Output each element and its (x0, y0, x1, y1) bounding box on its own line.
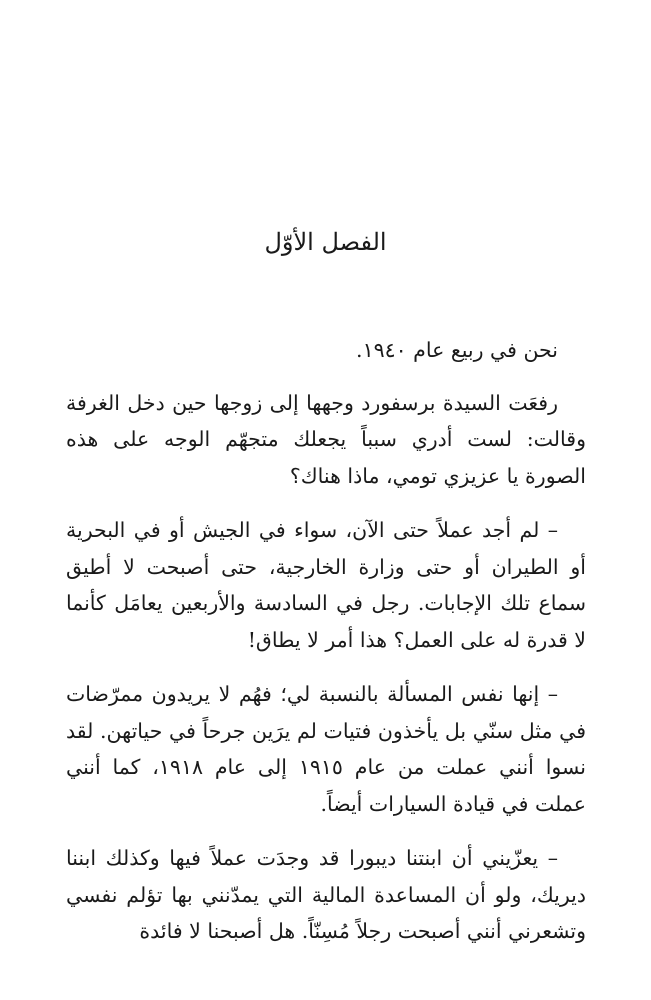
paragraph: – لم أجد عملاً حتى الآن، سواء في الجيش أو في البحرية أو الطيران أو حتى وزارة الخارجية، حتى أصبحت لا أطيق سماع تلك الإجابات. رجل في السادسة والأربعين يعامَل كأنما لا قدرة له على العمل؟ هذا أمر لا يطاق! (66, 518, 586, 652)
chapter-title: الفصل الأوّل (264, 228, 387, 256)
paragraph: رفعَت السيدة برسفورد وجهها إلى زوجها حين دخل الغرفة وقالت: لست أدري سبباً يجعلك متجهّم الوجه على هذه الصورة يا عزيزي تومي، ماذا هناك؟ (66, 390, 586, 488)
paragraph: نحن في ربيع عام ١٩٤٠. (356, 338, 558, 362)
chapter-body (66, 332, 586, 968)
paragraph: – إنها نفس المسألة بالنسبة لي؛ فهُم لا يريدون ممرّضات في مثل سنّي بل يأخذون فتيات لم يرَين جرحاً في حياتهن. لقد نسوا أنني عملت من عام ١٩١٥ إلى عام ١٩١٨، كما أنني عملت في قيادة السيارات أيضاً. (66, 682, 587, 816)
paragraph: – يعزّيني أن ابنتنا ديبورا قد وجدَت عملاً فيها وكذلك ابننا ديريك، ولو أن المساعدة المالية التي يمدّنني بها تؤلم نفسي وتشعرني أنني أصبحت رجلاً مُسِنّاً. هل أصبحنا لا فائدة (66, 846, 586, 943)
